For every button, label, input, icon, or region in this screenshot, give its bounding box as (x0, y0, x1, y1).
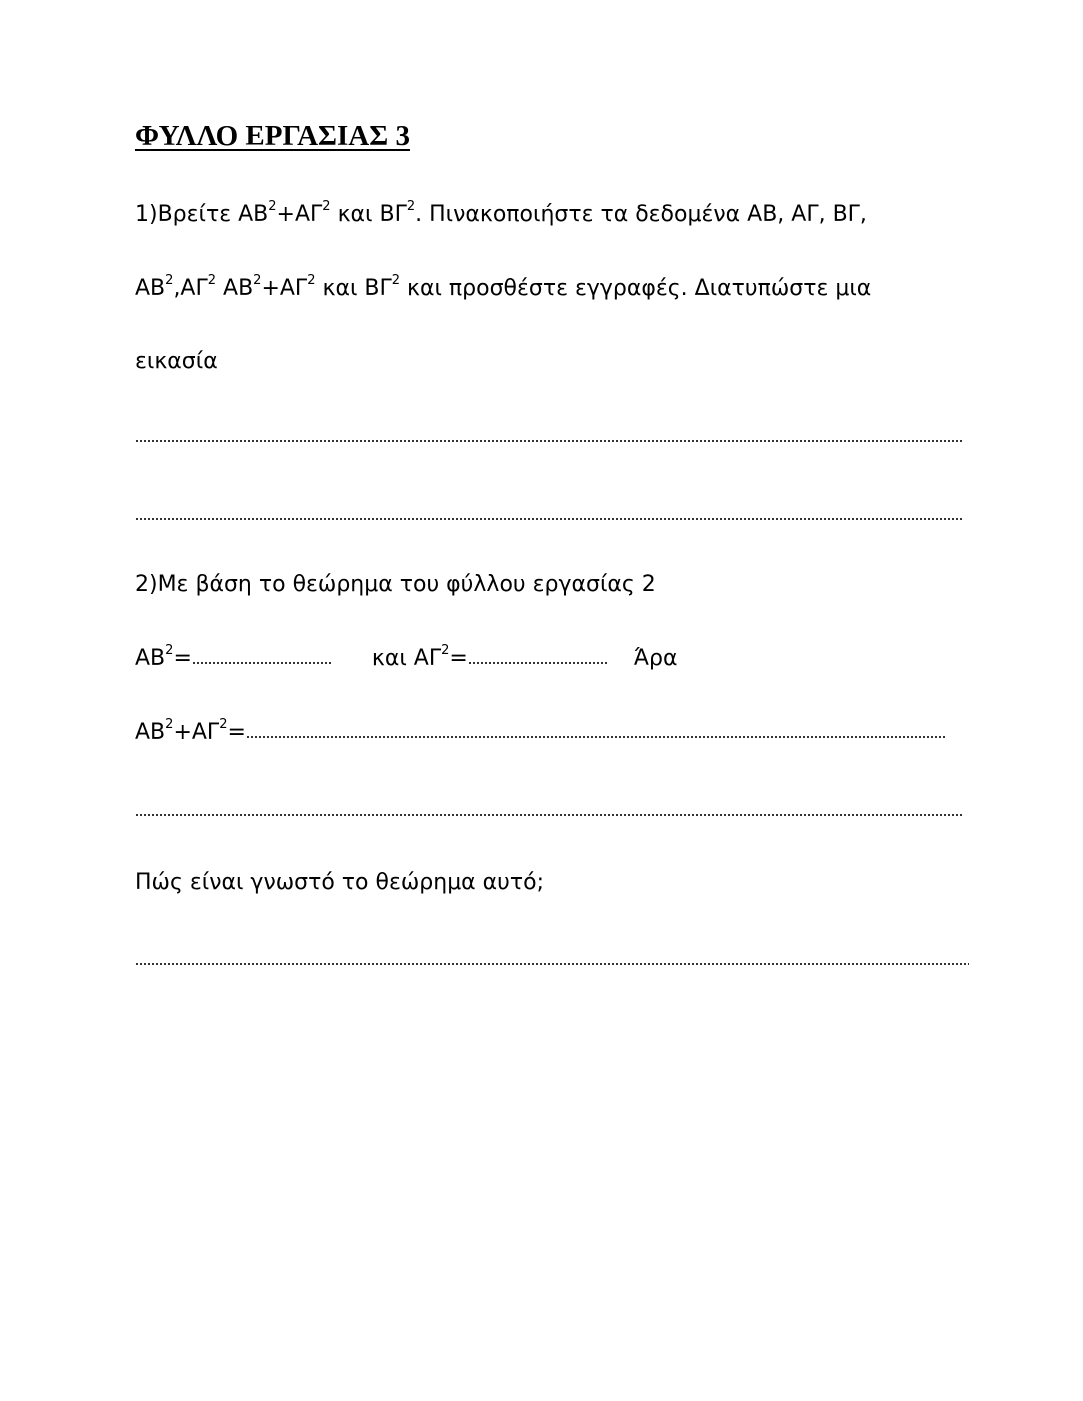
superscript: 2 (219, 716, 228, 732)
q2-eq: = (173, 646, 192, 671)
q1-ab: ΑΒ (238, 202, 269, 227)
q2-eq2: = (449, 646, 468, 671)
q2-intro: 2)Με βάση το θεώρημα του φύλλου εργασίας 2 (135, 572, 656, 597)
worksheet-title: ΦΥΛΛΟ ΕΡΓΑΣΙΑΣ 3 (135, 120, 410, 152)
superscript: 2 (268, 198, 277, 214)
superscript: 2 (391, 272, 401, 288)
q2-question: Πώς είναι γνωστό το θεώρημα αυτό; (135, 870, 545, 895)
sum-blank[interactable] (246, 735, 946, 739)
q2-ab: ΑΒ (135, 646, 166, 671)
q1-l2-comma-ag: ,ΑΓ (173, 276, 208, 301)
superscript: 2 (441, 642, 450, 658)
q1-l2-plus-ag: +ΑΓ (261, 276, 308, 301)
q2-squares-line (135, 644, 678, 674)
q1-rest-line1: . Πινακοποιήστε τα δεδομένα ΑΒ, ΑΓ, ΒΓ, (415, 202, 867, 227)
q2-sum-eq: = (227, 720, 246, 745)
superscript: 2 (165, 272, 174, 288)
q1-line-3: εικασία (135, 349, 218, 374)
superscript: 2 (253, 272, 262, 288)
q2-sum-line (135, 718, 946, 748)
q2-sum-plus-ag: +ΑΓ (173, 720, 220, 745)
answer-dotted-line-1[interactable] (135, 439, 963, 443)
answer-dotted-line-4[interactable] (135, 962, 969, 966)
ag-squared-blank[interactable] (468, 661, 608, 665)
superscript: 2 (165, 642, 174, 658)
q1-line-2 (135, 274, 871, 304)
superscript: 2 (165, 716, 174, 732)
superscript: 2 (322, 198, 331, 214)
ab-squared-blank[interactable] (192, 661, 332, 665)
q1-plus-ag: +ΑΓ (276, 202, 323, 227)
q2-kai-ag: και ΑΓ (371, 646, 442, 671)
answer-dotted-line-3[interactable] (135, 813, 963, 817)
superscript: 2 (406, 198, 416, 214)
q1-l2-kai-bg: και ΒΓ (315, 276, 392, 301)
q2-sum-ab: ΑΒ (135, 720, 166, 745)
answer-dotted-line-2[interactable] (135, 517, 963, 521)
q1-prefix: 1)Βρείτε (135, 202, 239, 227)
q1-l2-rest: και προσθέστε εγγραφές. Διατυπώστε μια (400, 276, 872, 301)
q1-l2-space-ab: ΑΒ (216, 276, 254, 301)
q1-l2-ab: ΑΒ (135, 276, 166, 301)
q2-ara: Άρα (633, 646, 678, 671)
superscript: 2 (207, 272, 217, 288)
q1-kai-bg: και ΒΓ (330, 202, 407, 227)
superscript: 2 (307, 272, 316, 288)
q1-line-1 (135, 200, 867, 230)
